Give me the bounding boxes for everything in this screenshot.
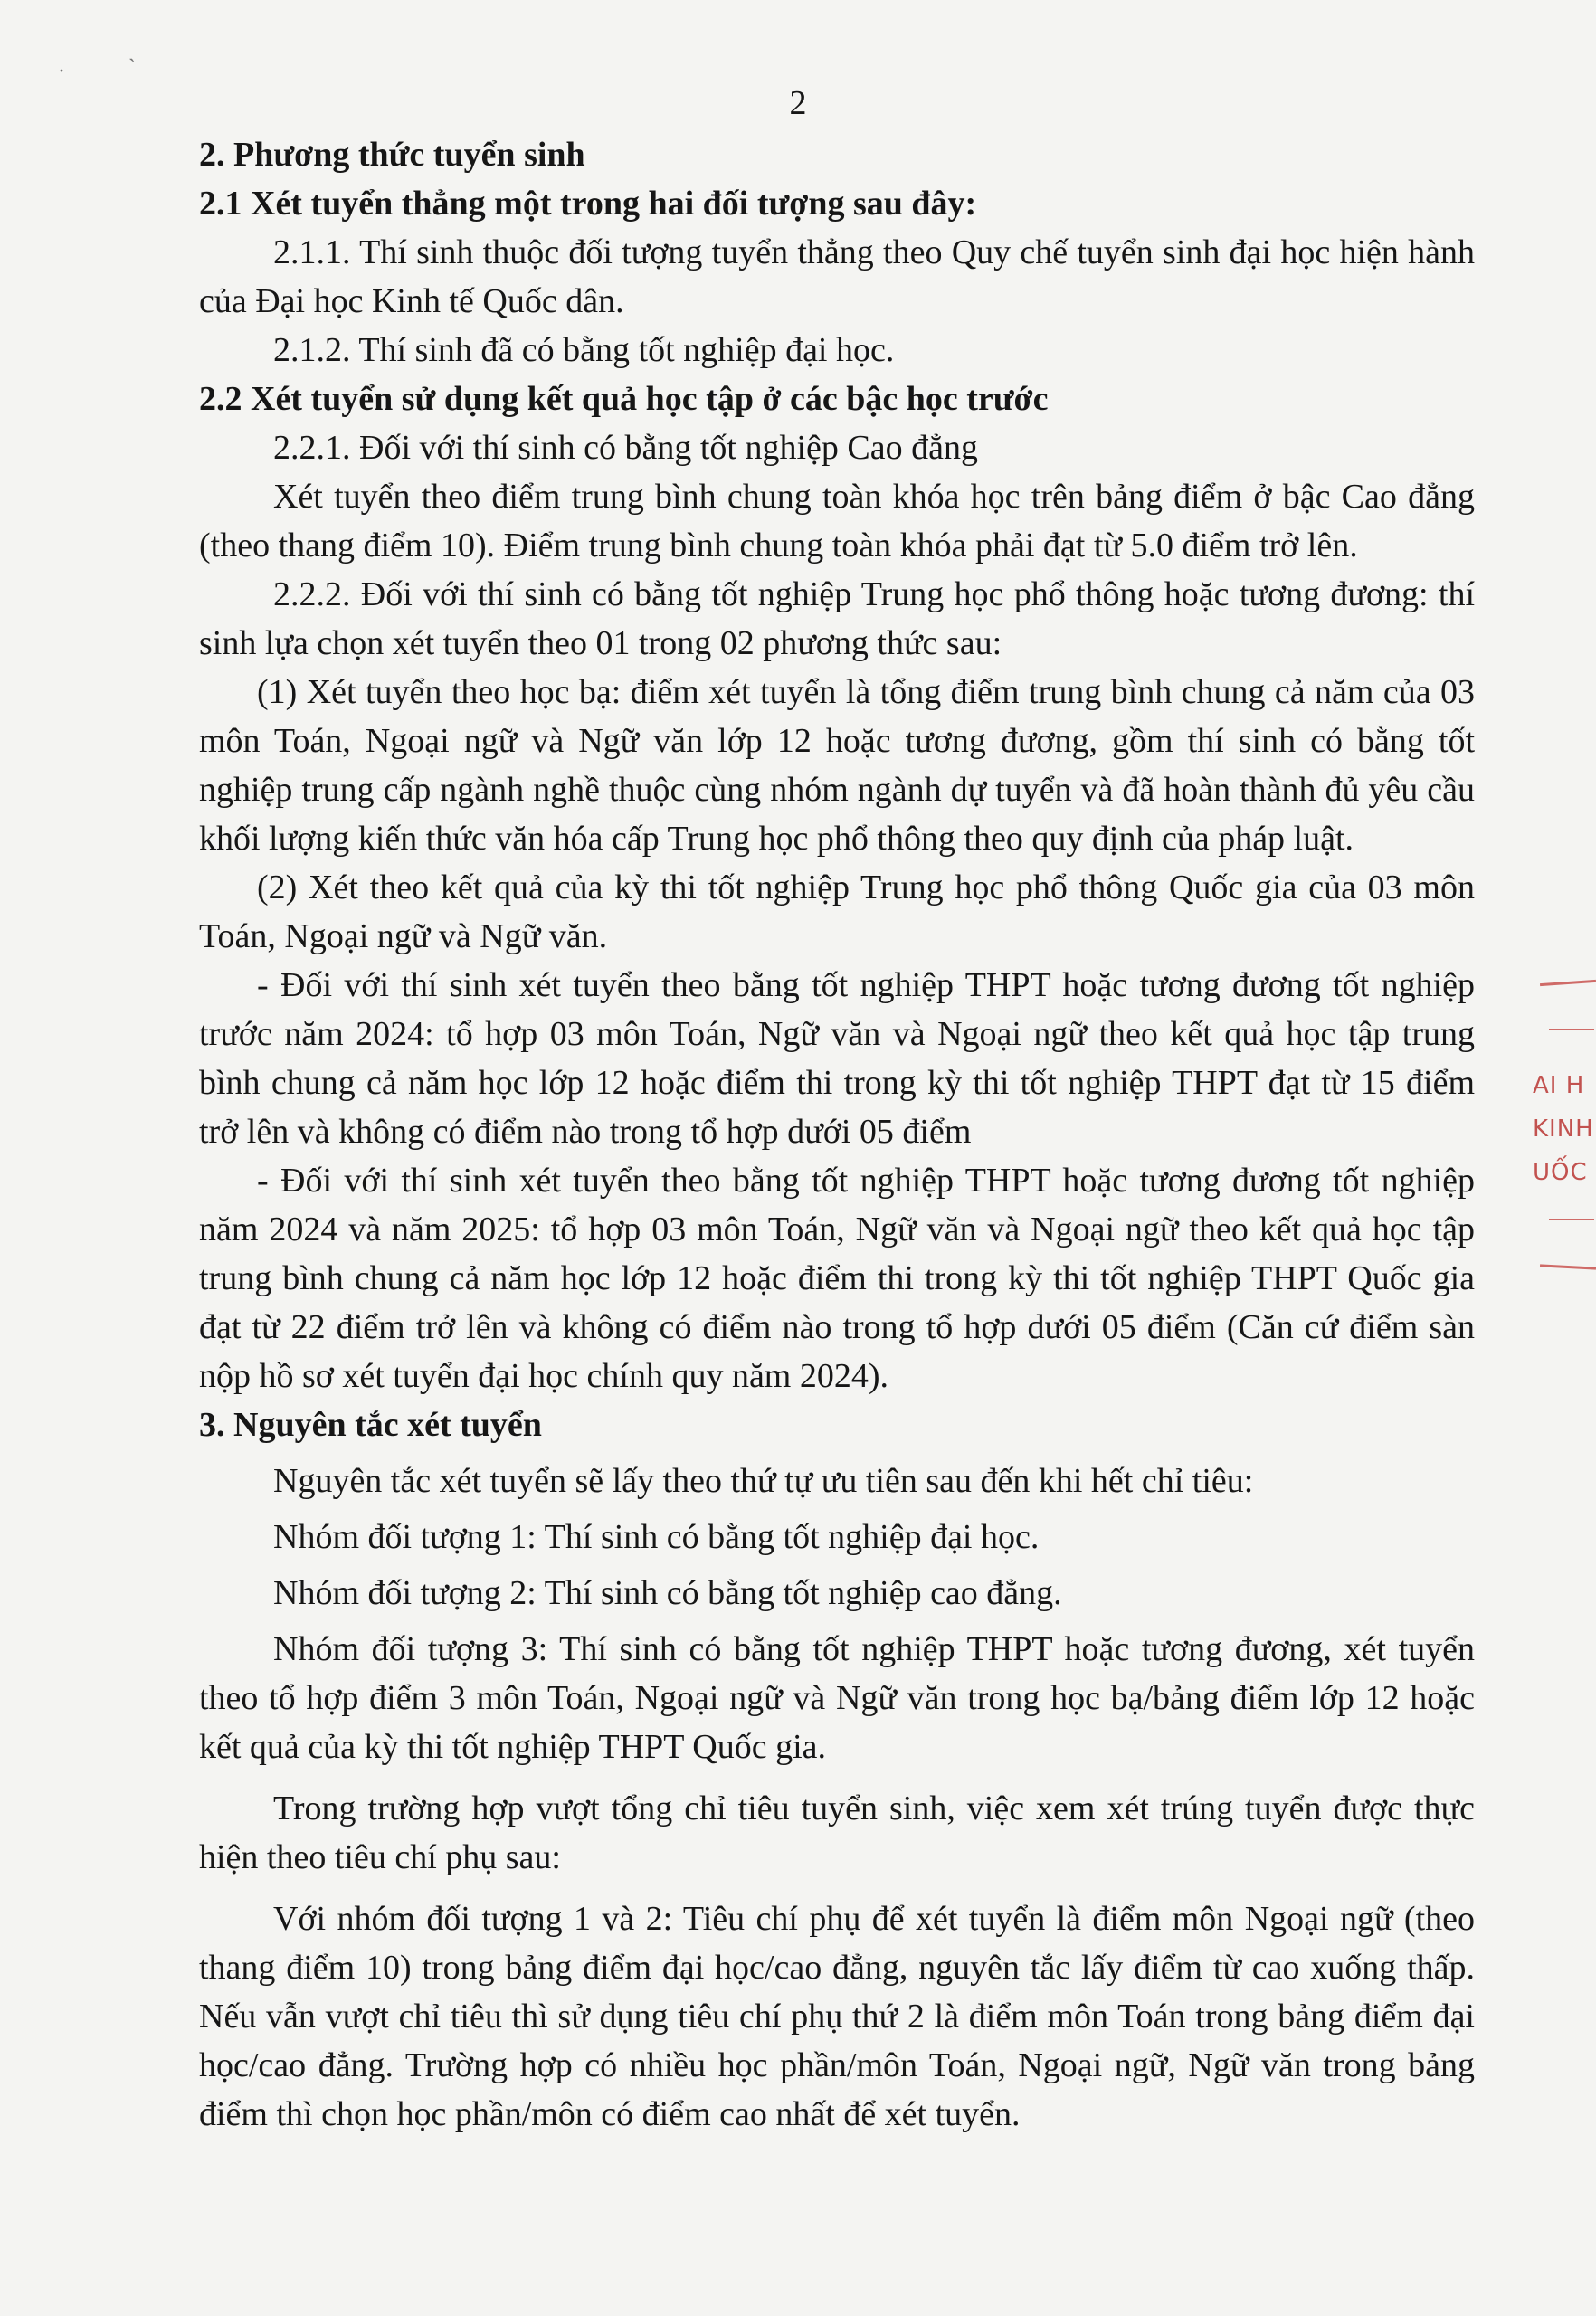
stamp-text-line-2: KINH — [1533, 1115, 1594, 1143]
bullet-2024-2025: - Đối với thí sinh xét tuyển theo bằng tốt nghiệp THPT hoặc tương đương tốt nghiệp năm 2024 và năm 2025: tổ hợp 03 môn Toán, Ngữ văn và Ngoại ngữ theo kết quả học tập trung bình chung cả năm học lớp 12 hoặc điểm thi trong kỳ thi tốt nghiệp THPT Quốc gia đạt từ 22 điểm trở lên và không có điểm nào trong tổ hợp dưới 05 điểm (Căn cứ điểm sàn nộp hồ sơ xét tuyển đại học chính quy năm 2024). — [199, 1162, 1475, 1395]
scan-mark: · — [58, 60, 65, 83]
paragraph-2-1-2: 2.1.2. Thí sinh đã có bằng tốt nghiệp đại học. — [273, 331, 895, 369]
page-number: 2 — [789, 84, 807, 122]
method-1: (1) Xét tuyển theo học bạ: điểm xét tuyển là tổng điểm trung bình chung cả năm của 03 môn Toán, Ngoại ngữ và Ngữ văn lớp 12 hoặc tương đương, gồm thí sinh có bằng tốt nghiệp trung cấp ngành nghề thuộc cùng nhóm ngành dự tuyển và đã hoàn thành đủ yêu cầu khối lượng kiến thức văn hóa cấp Trung học phổ thông theo quy định của pháp luật. — [199, 673, 1475, 858]
scan-mark: ˋ — [128, 56, 136, 80]
principle-intro: Nguyên tắc xét tuyển sẽ lấy theo thứ tự ưu tiên sau đến khi hết chỉ tiêu: — [273, 1462, 1254, 1500]
section-heading-2-1: 2.1 Xét tuyển thẳng một trong hai đối tượng sau đây: — [199, 185, 977, 223]
stamp-border — [1540, 1264, 1596, 1269]
red-seal-stamp — [1524, 982, 1596, 1280]
document-body — [199, 130, 1475, 2139]
exceed-quota: Trong trường hợp vượt tổng chỉ tiêu tuyển sinh, việc xem xét trúng tuyển được thực hiện theo tiêu chí phụ sau: — [199, 1789, 1475, 1876]
bullet-before-2024: - Đối với thí sinh xét tuyển theo bằng tốt nghiệp THPT hoặc tương đương tốt nghiệp trước năm 2024: tổ hợp 03 môn Toán, Ngữ văn và Ngoại ngữ theo kết quả học tập trung bình chung cả năm học lớp 12 hoặc điểm thi trong kỳ thi tốt nghiệp THPT đạt từ 15 điểm trở lên và không có điểm nào trong tổ hợp dưới 05 điểm — [199, 966, 1475, 1151]
group-2: Nhóm đối tượng 2: Thí sinh có bằng tốt nghiệp cao đẳng. — [273, 1574, 1062, 1612]
section-heading-2-2: 2.2 Xét tuyển sử dụng kết quả học tập ở các bậc học trước — [199, 380, 1049, 418]
paragraph-2-2-2: 2.2.2. Đối với thí sinh có bằng tốt nghiệp Trung học phổ thông hoặc tương đương: thí sinh lựa chọn xét tuyển theo 01 trong 02 phương thức sau: — [199, 575, 1475, 662]
section-heading-3: 3. Nguyên tắc xét tuyển — [199, 1406, 542, 1444]
tiebreak-criteria: Với nhóm đối tượng 1 và 2: Tiêu chí phụ để xét tuyển là điểm môn Ngoại ngữ (theo thang điểm 10) trong bảng điểm đại học/cao đẳng, nguyên tắc lấy điểm từ cao xuống thấp. Nếu vẫn vượt chỉ tiêu thì sử dụng tiêu chí phụ thứ 2 là điểm môn Toán trong bảng điểm đại học/cao đẳng. Trường hợp có nhiều học phần/môn Toán, Ngoại ngữ, Ngữ văn trong bảng điểm thì chọn học phần/môn có điểm cao nhất để xét tuyển. — [199, 1900, 1475, 2133]
group-1: Nhóm đối tượng 1: Thí sinh có bằng tốt nghiệp đại học. — [273, 1518, 1040, 1556]
section-heading-2: 2. Phương thức tuyển sinh — [199, 136, 585, 174]
stamp-border — [1540, 980, 1596, 986]
stamp-border — [1549, 1219, 1594, 1220]
stamp-border — [1549, 1029, 1594, 1030]
paragraph-2-1-1: 2.1.1. Thí sinh thuộc đối tượng tuyển thẳng theo Quy chế tuyển sinh đại học hiện hành của Đại học Kinh tế Quốc dân. — [199, 233, 1475, 320]
stamp-text-line-1: AI H — [1533, 1072, 1585, 1099]
method-2: (2) Xét theo kết quả của kỳ thi tốt nghiệp Trung học phổ thông Quốc gia của 03 môn Toán, Ngoại ngữ và Ngữ văn. — [199, 868, 1475, 955]
stamp-text-line-3: UỐC — [1533, 1159, 1588, 1186]
group-3: Nhóm đối tượng 3: Thí sinh có bằng tốt nghiệp THPT hoặc tương đương, xét tuyển theo tổ hợp điểm 3 môn Toán, Ngoại ngữ và Ngữ văn trong học bạ/bảng điểm lớp 12 hoặc kết quả của kỳ thi tốt nghiệp THPT Quốc gia. — [199, 1630, 1475, 1766]
paragraph-2-2-1-detail: Xét tuyển theo điểm trung bình chung toàn khóa học trên bảng điểm ở bậc Cao đẳng (theo thang điểm 10). Điểm trung bình chung toàn khóa phải đạt từ 5.0 điểm trở lên. — [199, 478, 1475, 565]
paragraph-2-2-1: 2.2.1. Đối với thí sinh có bằng tốt nghiệp Cao đẳng — [273, 429, 978, 467]
